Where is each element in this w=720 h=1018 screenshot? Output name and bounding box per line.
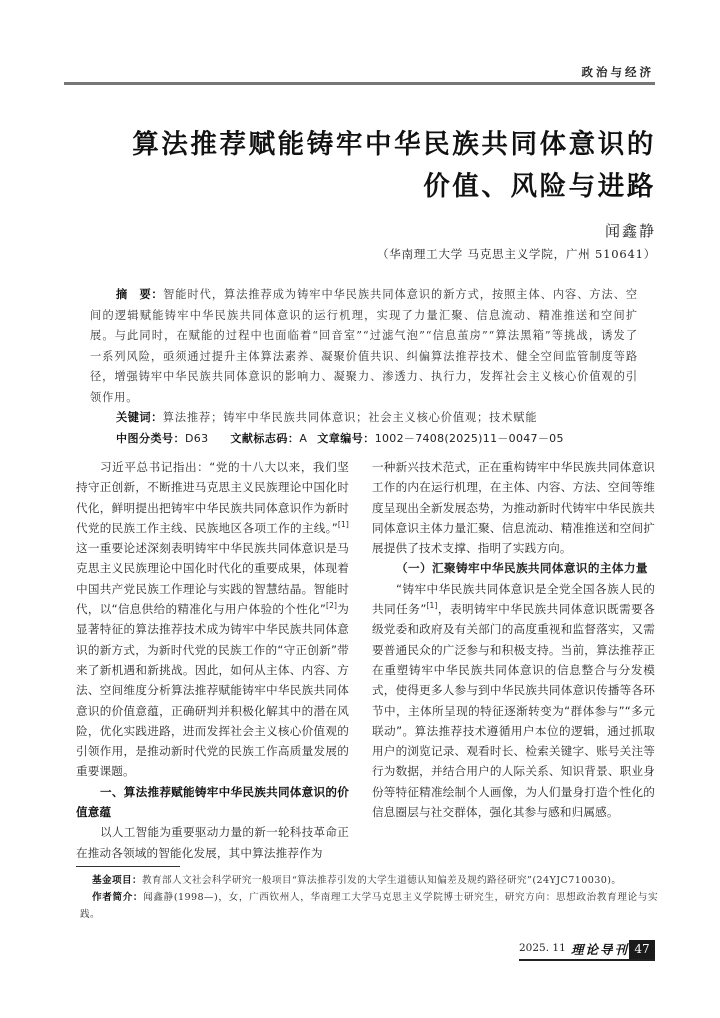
clc-value: D63 (185, 431, 209, 445)
bio-label: 作者简介： (92, 892, 144, 903)
fund-footnote (80, 872, 658, 889)
doc-code-label: 文献标志码： (230, 431, 300, 445)
text-run: 习近平总书记指出：“党的十八大以来，我们坚持守正创新，不断推进马克思主义民族理论中国化时代化，鲜明提出把铸牢中华民族共同体意识作为新时代党的民族工作主线、民族地区各项工作的主线。” (76, 460, 349, 535)
keywords-text: 算法推荐；铸牢中华民族共同体意识；社会主义核心价值观；技术赋能 (162, 411, 538, 424)
section-heading: 一、算法推荐赋能铸牢中华民族共同体意识的价值意蕴 (76, 784, 349, 820)
body-paragraph (372, 579, 655, 823)
clc-label: 中图分类号： (116, 431, 185, 445)
author-affiliation: （华南理工大学 马克思主义学院，广州 510641） (376, 247, 656, 261)
abstract-label: 摘 要： (116, 288, 164, 301)
title-line-2: 价值、风险与进路 (423, 171, 656, 202)
page-number: 47 (629, 940, 655, 959)
citation-ref[interactable]: [2] (326, 601, 338, 611)
body-right-column (372, 457, 655, 822)
journal-name: 理论导刊 (571, 942, 630, 957)
article-number-label: 文章编号： (317, 431, 375, 445)
article-number-value: 1002－7408(2025)11－0047－05 (374, 431, 564, 445)
citation-ref[interactable]: [1] (426, 601, 438, 611)
abstract-block (90, 285, 638, 449)
section-label: 政治与经济 (581, 65, 654, 79)
author-bio-footnote (80, 889, 658, 923)
text-run: 这一重要论述深刻表明铸牢中华民族共同体意识是马克思主义民族理论中国化时代化的重要成果，体现着中国共产党民族工作理论与实践的智慧结晶。智能时代，以“信息供给的精准化与用户体验的个性化” (76, 541, 349, 617)
citation-ref[interactable]: [1] (337, 520, 349, 530)
fund-text: 教育部人文社会科学研究一般项目“算法推荐引发的大学生道德认知偏差及规约路径研究”(24YJC710030)。 (141, 875, 622, 886)
text-run: “铸牢中华民族共同体意识是全党全国各族人民的共同任务” (372, 581, 655, 617)
article-title (76, 124, 656, 208)
author-name: 闻鑫静 (604, 222, 656, 240)
keywords (90, 408, 638, 429)
bio-text: 闻鑫静(1998—)，女，广西钦州人，华南理工大学马克思主义学院博士研究生，研究方向：思想政治教育理论与实践。 (80, 892, 658, 920)
doc-code-value: A (299, 431, 308, 445)
classification-line (90, 429, 638, 450)
title-line-1: 算法推荐赋能铸牢中华民族共同体意识的 (132, 129, 656, 160)
footnotes (80, 872, 658, 923)
abstract (90, 285, 638, 408)
abstract-text: 智能时代，算法推荐成为铸牢中华民族共同体意识的新方式，按照主体、内容、方法、空间的逻辑赋能铸牢中华民族共同体意识的运行机理，实现了力量汇聚、信息流动、精准推送和空间扩展。与此同时，在赋能的过程中也面临着“回音室”“过滤气泡”“信息茧房”“算法黑箱”等挑战，诱发了一系列风险，亟须通过提升主体算法素养、凝聚价值共识、纠偏算法推荐技术、健全空间监管制度等路径，增强铸牢中华民族共同体意识的影响力、凝聚力、渗透力、执行力，发挥社会主义核心价值观的引领作用。 (90, 288, 638, 404)
header-rule (64, 82, 655, 85)
footnote-rule (76, 866, 180, 867)
fund-label: 基金项目： (92, 875, 142, 886)
issue-number: 2025. 11 (519, 942, 566, 954)
text-run: ，表明铸牢中华民族共同体意识既需要各级党委和政府及有关部门的高度重视和监督落实，又需要普通民众的广泛参与和积极支持。当前，算法推荐正在重塑铸牢中华民族共同体意识的信息整合与分发模式，使得更多人参与到中华民族共同体意识传播等各环节中，主体所呈现的特征逐渐转变为“群体参与”“多元联动”。算法推荐技术遵循用户本位的逻辑，通过抓取用户的浏览记录、观看时长、检索关键字、账号关注等行为数据，并结合用户的人际关系、知识背景、职业身份等特征精准绘制个人画像，为人们量身打造个性化的信息圈层与社交群体，强化其参与感和归属感。 (372, 602, 655, 820)
body-paragraph (76, 457, 349, 782)
body-left-column (76, 457, 349, 863)
subsection-heading: （一）汇聚铸牢中华民族共同体意识的主体力量 (396, 561, 648, 576)
body-paragraph: 以人工智能为重要驱动力量的新一轮科技革命正在推动各领域的智能化发展，其中算法推荐作为 (76, 825, 349, 860)
page-footer (519, 940, 655, 961)
text-run: 为显著特征的算法推荐技术成为铸牢中华民族共同体意识的新方式，为新时代党的民族工作的“守正创新”带来了新机遇和新挑战。因此，如何从主体、内容、方法、空间维度分析算法推荐赋能铸牢中华民族共同体意识的价值意蕴，正确研判并积极化解其中的潜在风险，优化实践进路，进而发挥社会主义核心价值观的引领作用，是推动新时代党的民族工作高质量发展的重要课题。 (76, 602, 349, 779)
body-paragraph: 一种新兴技术范式，正在重构铸牢中华民族共同体意识工作的内在运行机理，在主体、内容、方法、空间等维度呈现出全新发展态势，为推动新时代铸牢中华民族共同体意识主体力量汇聚、信息流动、精准推送和空间扩展提供了技术支撑、指明了实践方向。 (372, 460, 655, 556)
keywords-label: 关键词： (116, 411, 163, 424)
